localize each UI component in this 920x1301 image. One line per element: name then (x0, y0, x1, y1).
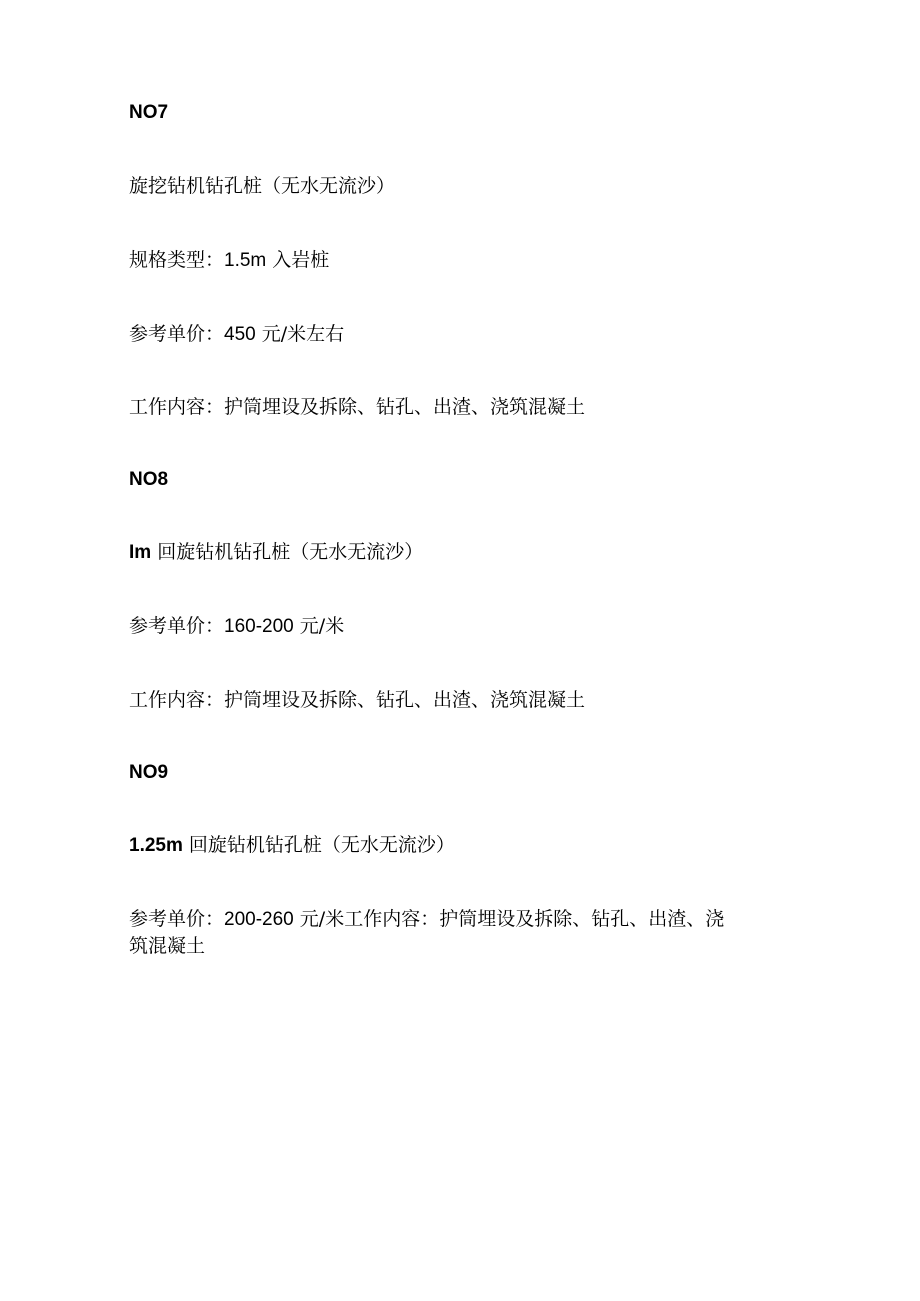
work-content: 工作内容：护筒埋设及拆除、钻孔、出渣、浇筑混凝土 (129, 396, 586, 418)
price-label: 参考单价： (129, 615, 225, 637)
section-title (129, 540, 423, 565)
title-prefix: Im (129, 542, 152, 563)
section-heading: NO7 (129, 102, 169, 123)
section-title (129, 833, 455, 858)
spec-line (129, 248, 329, 273)
section-heading: NO8 (129, 469, 169, 490)
price-line (129, 614, 344, 639)
section-title: 旋挖钻机钻孔桩（无水无流沙） (129, 175, 396, 197)
spec-value: 1.5m (224, 250, 267, 271)
spec-suffix: 入岩桩 (266, 249, 330, 271)
price-suffix: 元/米工作内容：护筒埋设及拆除、钻孔、出渣、浇 (293, 908, 725, 930)
work-content: 工作内容：护筒埋设及拆除、钻孔、出渣、浇筑混凝土 (129, 689, 586, 711)
price-work-paragraph (129, 906, 769, 959)
spec-label: 规格类型： (129, 249, 225, 271)
price-suffix: 元/米 (293, 615, 345, 637)
price-value: 160-200 (224, 616, 294, 637)
price-wrap: 筑混凝土 (129, 935, 206, 957)
price-label: 参考单价： (129, 908, 225, 930)
price-value: 200-260 (224, 909, 294, 930)
title-prefix: 1.25m (129, 835, 183, 856)
price-label: 参考单价： (129, 323, 225, 345)
price-line (129, 322, 344, 347)
section-heading: NO9 (129, 762, 169, 783)
title-text: 回旋钻机钻孔桩（无水无流沙） (151, 541, 424, 563)
price-value: 450 (224, 324, 256, 345)
price-suffix: 元/米左右 (255, 323, 345, 345)
title-text: 回旋钻机钻孔桩（无水无流沙） (182, 834, 455, 856)
